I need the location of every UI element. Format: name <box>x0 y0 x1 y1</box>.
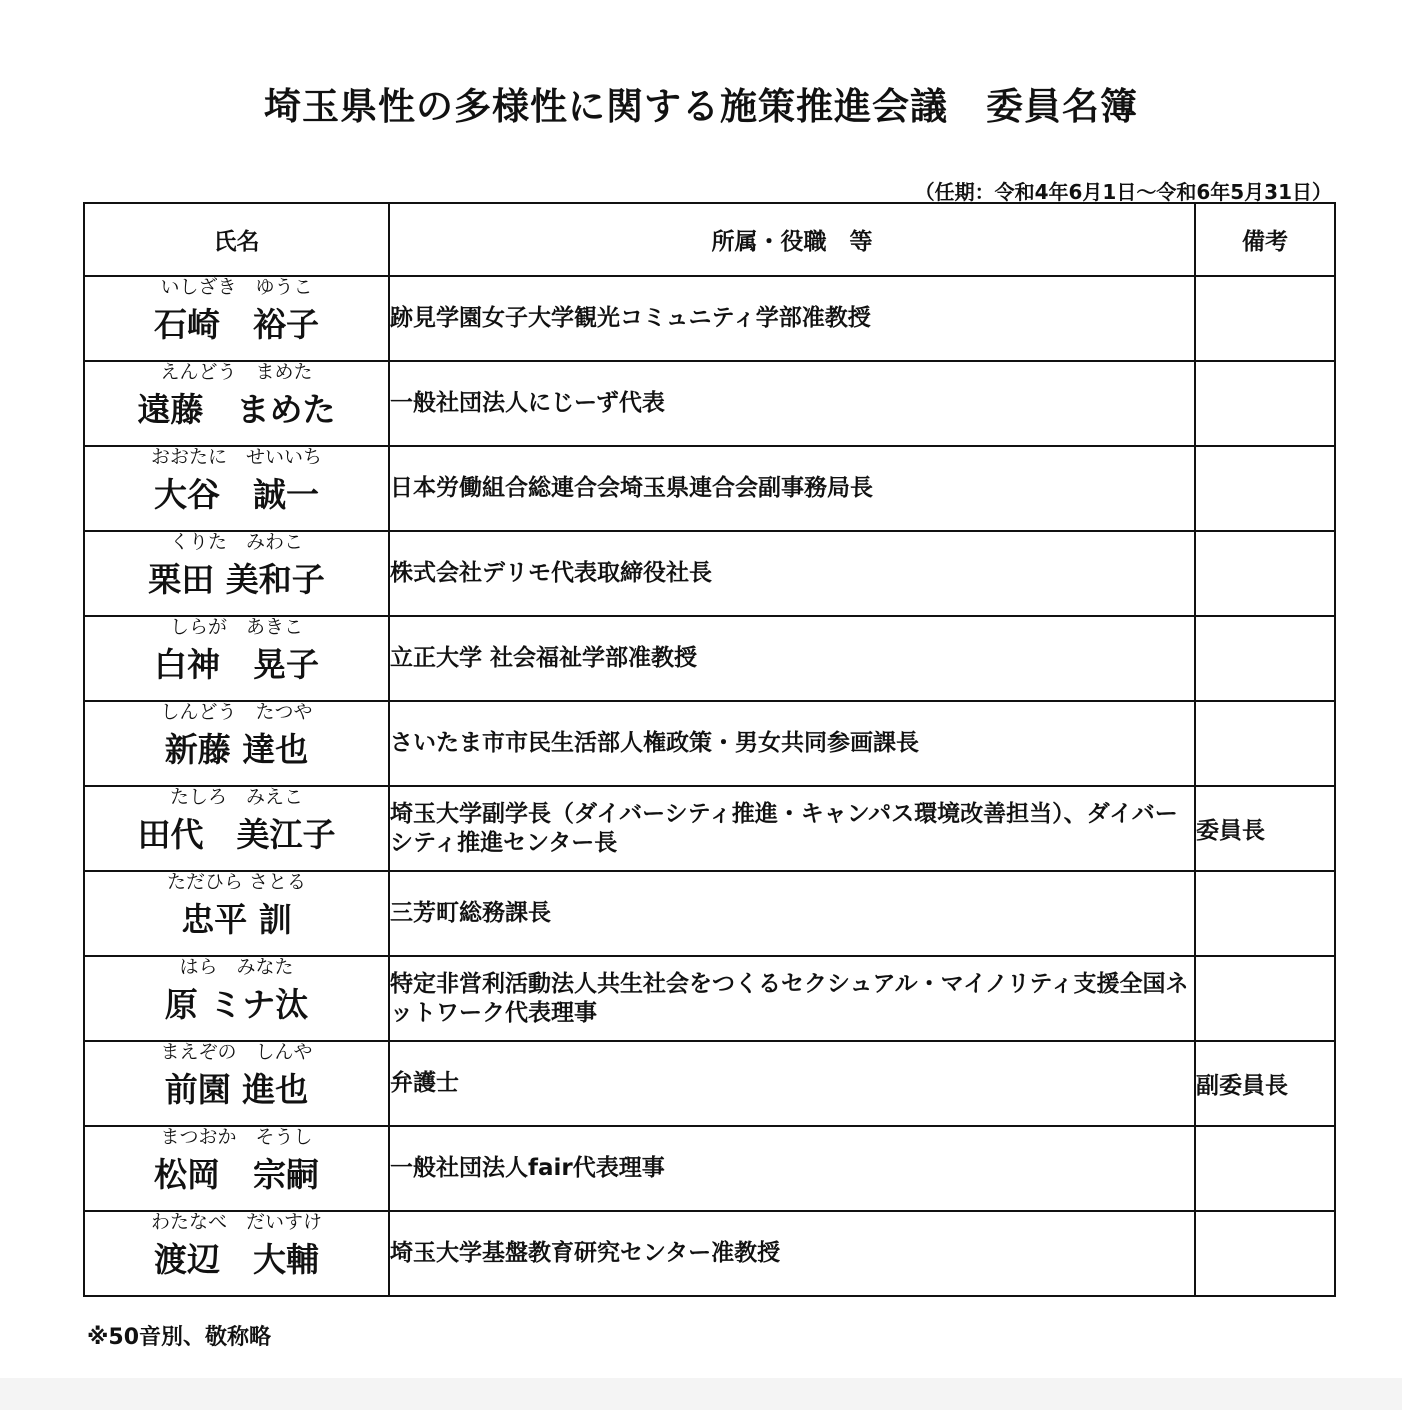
name-cell <box>84 701 389 786</box>
table-row <box>84 871 1335 956</box>
name-cell <box>84 276 389 361</box>
furigana: えんどう まめた <box>160 361 313 383</box>
name-cell <box>84 361 389 446</box>
affiliation-cell: さいたま市市民生活部人権政策・男女共同参画課長 <box>389 701 1195 786</box>
remarks-cell <box>1195 616 1335 701</box>
member-name: 栗田 美和子 <box>148 560 325 599</box>
furigana: おおたに せいいち <box>150 446 322 468</box>
affiliation-cell: 埼玉大学副学長（ダイバーシティ推進・キャンパス環境改善担当）、ダイバーシティ推進センター長 <box>389 786 1195 871</box>
table-row <box>84 701 1335 786</box>
member-name: 石崎 裕子 <box>154 305 319 344</box>
furigana: はら みなた <box>179 956 294 978</box>
name-cell <box>84 1126 389 1211</box>
table-row <box>84 446 1335 531</box>
remarks-cell <box>1195 531 1335 616</box>
header-affiliation: 所属・役職 等 <box>389 203 1195 276</box>
remarks-cell <box>1195 1126 1335 1211</box>
furigana: しらが あきこ <box>169 616 303 638</box>
affiliation-cell: 一般社団法人にじーず代表 <box>389 361 1195 446</box>
table-row <box>84 1041 1335 1126</box>
header-name: 氏名 <box>84 203 389 276</box>
table-header-row <box>84 203 1335 276</box>
remarks-cell <box>1195 446 1335 531</box>
affiliation-cell: 弁護士 <box>389 1041 1195 1126</box>
name-cell <box>84 446 389 531</box>
remarks-cell: 副委員長 <box>1195 1041 1335 1126</box>
remarks-cell <box>1195 871 1335 956</box>
name-cell <box>84 871 389 956</box>
member-name: 渡辺 大輔 <box>154 1240 319 1279</box>
remarks-cell <box>1195 276 1335 361</box>
furigana: まつおか そうし <box>160 1126 313 1148</box>
furigana: しんどう たつや <box>160 701 313 723</box>
table-row <box>84 616 1335 701</box>
table-row <box>84 531 1335 616</box>
member-name: 松岡 宗嗣 <box>154 1155 319 1194</box>
member-name: 遠藤 まめた <box>137 390 336 429</box>
affiliation-cell: 立正大学 社会福祉学部准教授 <box>389 616 1195 701</box>
member-name: 大谷 誠一 <box>154 475 319 514</box>
table-row <box>84 276 1335 361</box>
table-row <box>84 956 1335 1041</box>
affiliation-cell: 跡見学園女子大学観光コミュニティ学部准教授 <box>389 276 1195 361</box>
table-row <box>84 1126 1335 1211</box>
affiliation-cell: 三芳町総務課長 <box>389 871 1195 956</box>
document-title: 埼玉県性の多様性に関する施策推進会議 委員名簿 <box>264 85 1138 128</box>
name-cell <box>84 531 389 616</box>
affiliation-cell: 一般社団法人fair代表理事 <box>389 1126 1195 1211</box>
table-row <box>84 1211 1335 1296</box>
affiliation-cell: 埼玉大学基盤教育研究センター准教授 <box>389 1211 1195 1296</box>
remarks-cell: 委員長 <box>1195 786 1335 871</box>
furigana: わたなべ だいすけ <box>150 1211 322 1233</box>
affiliation-cell: 株式会社デリモ代表取締役社長 <box>389 531 1195 616</box>
remarks-cell <box>1195 956 1335 1041</box>
name-cell <box>84 1211 389 1296</box>
roster-body <box>84 276 1335 1296</box>
member-name: 新藤 達也 <box>164 730 309 769</box>
furigana: いしざき ゆうこ <box>160 276 313 298</box>
table-row <box>84 786 1335 871</box>
name-cell <box>84 616 389 701</box>
remarks-cell <box>1195 361 1335 446</box>
member-name: 前園 進也 <box>164 1070 309 1109</box>
name-cell <box>84 956 389 1041</box>
affiliation-cell: 日本労働組合総連合会埼玉県連合会副事務局長 <box>389 446 1195 531</box>
remarks-cell <box>1195 1211 1335 1296</box>
member-name: 白神 晃子 <box>154 645 319 684</box>
furigana: まえぞの しんや <box>160 1041 313 1063</box>
name-cell <box>84 786 389 871</box>
table-row <box>84 361 1335 446</box>
furigana: ただひら さとる <box>166 871 307 893</box>
remarks-cell <box>1195 701 1335 786</box>
member-roster-table <box>83 202 1336 1297</box>
term-period: （任期：令和4年6月1日～令和6年5月31日） <box>914 180 1332 204</box>
member-name: 田代 美江子 <box>137 815 336 854</box>
name-cell <box>84 1041 389 1126</box>
member-name: 原 ミナ汰 <box>164 985 309 1024</box>
header-remarks: 備考 <box>1195 203 1335 276</box>
furigana: くりた みわこ <box>169 531 303 553</box>
member-name: 忠平 訓 <box>181 900 292 939</box>
affiliation-cell: 特定非営利活動法人共生社会をつくるセクシュアル・マイノリティ支援全国ネットワーク代表理事 <box>389 956 1195 1041</box>
furigana: たしろ みえこ <box>169 786 303 808</box>
footnote: ※50音別、敬称略 <box>87 1325 272 1350</box>
